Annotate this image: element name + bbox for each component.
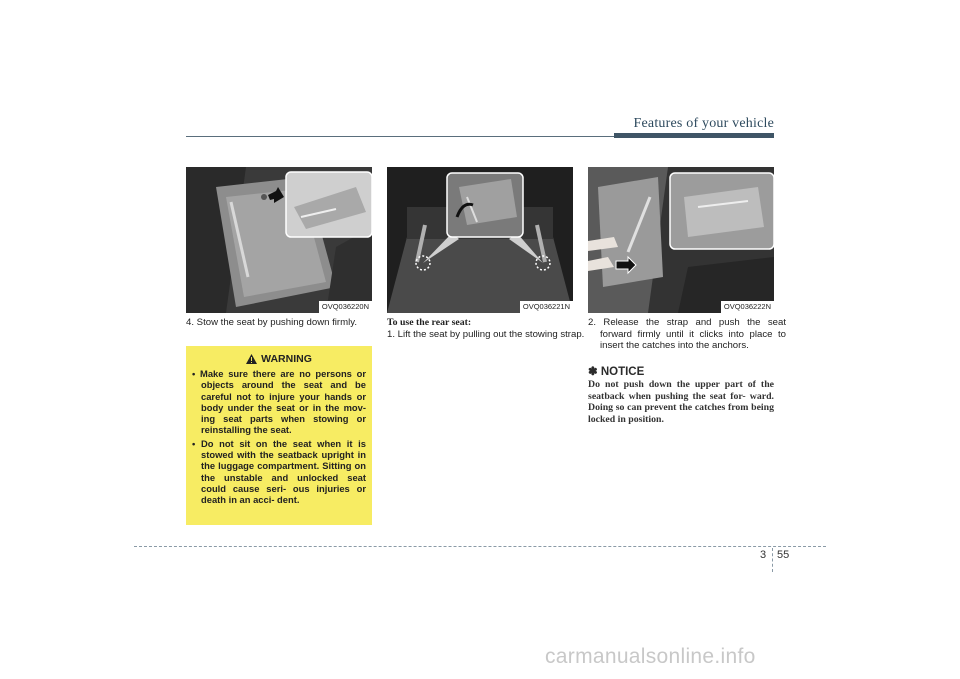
warning-item: • Do not sit on the seat when it is stowed with the seatback upright in the luggage compartment. Sitting on the unstable and unlocked seat could cause seri- ous injuries or death in an acci- dent. [192, 437, 367, 506]
image-code: OVQ036222N [721, 301, 774, 313]
page-separator [772, 548, 773, 572]
photo-lift-seat [387, 167, 573, 313]
header-rule [186, 136, 614, 137]
step-2: 2. Release the strap and push the seat forward firmly until it clicks into place to insert the catches into the anchors. [588, 317, 786, 351]
step-4: 4. Stow the seat by pushing down firmly. [186, 317, 357, 328]
step-1: 1. Lift the seat by pulling out the stowing strap. [387, 329, 585, 340]
footer-rule [134, 546, 826, 547]
notice-title: ✽ NOTICE [588, 366, 645, 378]
notice-body: Do not push down the upper part of the seatback when pushing the seat for- ward. Doing so can prevent the catches from being locked in position. [588, 379, 774, 425]
warning-item: • Make sure there are no persons or objects around the seat and be careful not to injure your hands or body under the seat or in the mov- ing seat parts when stowing or reinstalling the seat. [192, 368, 367, 436]
header-accent-bar [614, 133, 774, 138]
watermark: carmanualsonline.info [545, 645, 756, 668]
page-number: 55 [777, 549, 790, 561]
photo-stow-seat [186, 167, 372, 313]
section-title: Features of your vehicle [633, 116, 774, 131]
warning-triangle-icon [246, 354, 257, 364]
image-code: OVQ036220N [319, 301, 372, 313]
warning-box [186, 346, 372, 525]
warning-title: WARNING [186, 353, 372, 365]
photo-push-seat [588, 167, 774, 313]
image-code: OVQ036221N [520, 301, 573, 313]
warning-list [192, 368, 366, 508]
chapter-number: 3 [760, 549, 767, 561]
rear-seat-subhead: To use the rear seat: [387, 317, 472, 328]
